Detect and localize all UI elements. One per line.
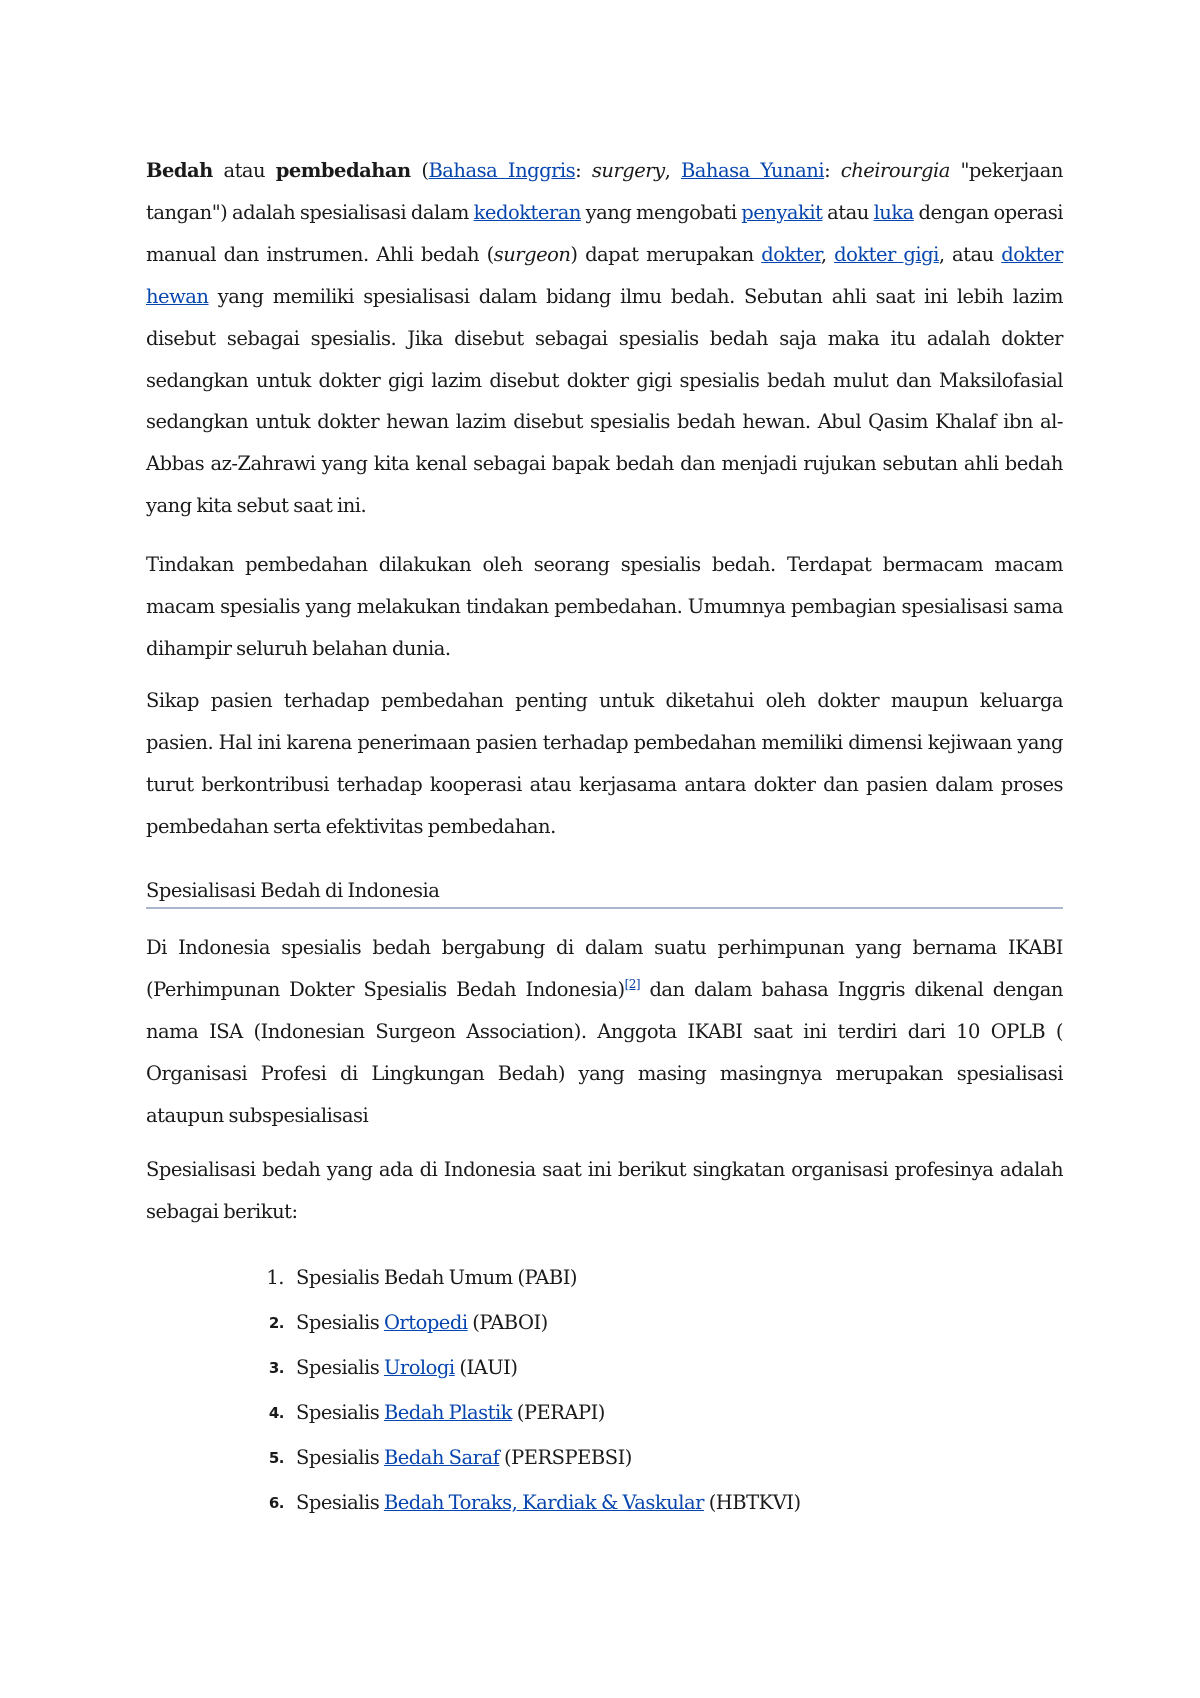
link-bahasa-inggris[interactable]: Bahasa Inggris [428, 159, 576, 182]
text-run: Spesialis [296, 1401, 384, 1424]
text-run: Spesialis [296, 1311, 384, 1334]
link-ortopedi[interactable]: Ortopedi [383, 1311, 468, 1334]
list-text [296, 1488, 801, 1518]
link-luka[interactable]: luka [873, 200, 914, 224]
text-run: (PABOI) [467, 1311, 548, 1334]
text-run: (IAUI) [454, 1356, 518, 1379]
list-number: 2. [268, 1314, 284, 1332]
text-run: Spesialis [296, 1491, 384, 1514]
term-pembedahan: pembedahan [275, 159, 411, 182]
term-bedah: Bedah [146, 159, 213, 182]
link-kedokteran[interactable]: kedokteran [473, 200, 581, 224]
list-number: 5. [268, 1449, 284, 1467]
list-text [296, 1353, 517, 1383]
paragraph-sikap-pasien: Sikap pasien terhadap pembedahan penting untuk diketahui oleh dokter maupun keluarga pasien. Hal ini karena penerimaan pasien terhadap pembedahan memiliki dimensi kejiwaan yang turut berkontribusi terhadap kooperasi atau kerjasama antara dokter dan pasien dalam proses pembedahan serta efektivitas pembedahan. [146, 689, 1063, 838]
list-text [296, 1443, 632, 1473]
specialization-list [146, 1263, 1063, 1533]
term-cheirourgia: cheirourgia [840, 159, 950, 182]
list-item [146, 1308, 1063, 1353]
text-run: (PERAPI) [512, 1401, 605, 1424]
text-run: atau [212, 159, 276, 182]
text-run: , [820, 242, 835, 266]
link-dokter-hewan[interactable]: dokter hewan [146, 242, 1063, 308]
list-item [146, 1353, 1063, 1398]
link-penyakit[interactable]: penyakit [741, 200, 823, 224]
list-number: 4. [268, 1404, 284, 1422]
text-run: ) dapat merupakan [570, 242, 762, 266]
term-surgeon: surgeon [493, 242, 571, 266]
link-bedah-saraf[interactable]: Bedah Saraf [383, 1446, 500, 1469]
list-item [146, 1398, 1063, 1443]
text-run: atau [822, 200, 874, 224]
text-run: (PERSPEBSI) [499, 1446, 632, 1469]
text-run: yang memiliki spesialisasi dalam bidang ilmu bedah. Sebutan ahli saat ini lebih lazim disebut sebagai spesialis. Jika disebut sebagai spesialis bedah saja maka itu adalah dokter sedangkan untuk dokter gigi lazim disebut dokter gigi spesialis bedah mulut dan Maksilofasial sedangkan untuk dokter hewan lazim disebut spesialis bedah hewan. Abul Qasim Khalaf ibn al-Abbas az-Zahrawi yang kita kenal sebagai bapak bedah dan menjadi rujukan sebutan ahli bedah yang kita sebut saat ini. [146, 284, 1063, 518]
text-run: , atau [938, 242, 1002, 266]
text-run: "pekerjaan tangan") adalah spesialisasi dalam [146, 159, 1063, 224]
text-run: Spesialis [296, 1446, 384, 1469]
list-number: 1. [266, 1266, 284, 1289]
list-text [296, 1308, 548, 1338]
link-urologi[interactable]: Urologi [383, 1356, 455, 1379]
list-text [296, 1263, 577, 1293]
text-run: : [575, 159, 592, 182]
list-item [146, 1263, 1063, 1308]
list-item [146, 1488, 1063, 1533]
text-run: yang mengobati [580, 200, 742, 224]
paragraph-list-intro: Spesialisasi bedah yang ada di Indonesia saat ini berikut singkatan organisasi profesinya adalah sebagai berikut: [146, 1158, 1063, 1223]
link-bedah-plastik[interactable]: Bedah Plastik [383, 1401, 513, 1424]
text-run: Spesialis [296, 1356, 384, 1379]
text-run: dan dalam bahasa Inggris dikenal dengan nama ISA (Indonesian Surgeon Association). Anggota IKABI saat ini terdiri dari 10 OPLB ( Organisasi Profesi di Lingkungan Bedah) yang masing masingnya merupakan spesialisasi ataupun subspesialisasi [146, 977, 1063, 1127]
paragraph-ikabi [146, 927, 1063, 1137]
text-run: ( [410, 159, 429, 182]
list-item [146, 1443, 1063, 1488]
text-run: Di Indonesia spesialis bedah bergabung di dalam suatu perhimpunan yang bernama IKABI (Perhimpunan Dokter Spesialis Bedah Indonesia) [146, 936, 1063, 1001]
text-run: dengan operasi manual dan instrumen. Ahli bedah ( [146, 200, 1063, 266]
text-run: , [664, 159, 681, 182]
section-heading: Spesialisasi Bedah di Indonesia [146, 876, 1063, 909]
link-dokter[interactable]: dokter [761, 242, 821, 266]
intro-paragraph [146, 150, 1063, 527]
text-run: (HBTKVI) [704, 1491, 801, 1514]
link-dokter-gigi[interactable]: dokter gigi [834, 242, 939, 266]
link-bahasa-yunani[interactable]: Bahasa Yunani [680, 159, 825, 182]
list-text [296, 1398, 605, 1428]
text-run: : [824, 159, 841, 182]
reference-link[interactable]: [2] [624, 976, 641, 991]
term-surgery: surgery [591, 159, 665, 182]
list-number: 3. [268, 1359, 284, 1377]
text-run: Spesialis Bedah Umum (PABI) [296, 1266, 577, 1289]
paragraph-tindakan: Tindakan pembedahan dilakukan oleh seorang spesialis bedah. Terdapat bermacam macam macam spesialis yang melakukan tindakan pembedahan. Umumnya pembagian spesialisasi sama dihampir seluruh belahan dunia. [146, 553, 1063, 660]
list-number: 6. [268, 1494, 284, 1512]
link-bedah-toraks[interactable]: Bedah Toraks, Kardiak & Vaskular [383, 1491, 704, 1514]
